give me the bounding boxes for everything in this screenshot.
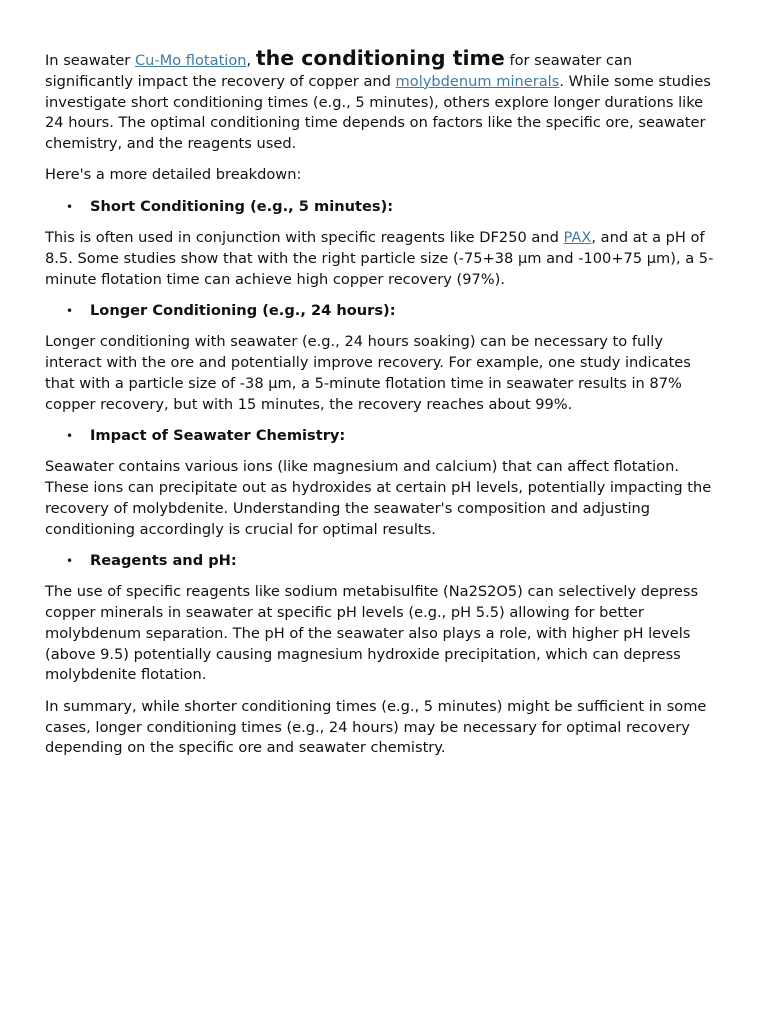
pax-link[interactable]: PAX [563, 229, 592, 247]
bullet-icon: • [66, 553, 74, 568]
intro-prefix: In seawater [45, 52, 135, 69]
bullet-icon: • [66, 199, 74, 214]
molybdenum-minerals-link[interactable]: molybdenum minerals [395, 72, 560, 90]
seawater-chemistry-list [45, 426, 723, 447]
summary-paragraph: In summary, while shorter conditioning times (e.g., 5 minutes) might be sufficient in some cases, longer conditioning times (e.g., 24 hours) may be necessary for optimal recovery depending on the specific ore and seawater chemistry. [45, 697, 707, 757]
long-conditioning-heading [66, 301, 723, 322]
cu-mo-flotation-link[interactable]: Cu-Mo flotation [134, 52, 247, 69]
short-conditioning-heading-text: Short Conditioning (e.g., 5 minutes): [90, 197, 394, 215]
seawater-chemistry-heading [66, 426, 723, 447]
long-conditioning-list [45, 301, 723, 322]
long-conditioning-paragraph: Longer conditioning with seawater (e.g., 24 hours soaking) can be necessary to fully interact with the ore and potentially improve recovery. For example, one study indicates that with a particle size of -38 µm, a 5-minute flotation time in seawater results in 87% copper recovery, but with 15 minutes, the recovery reaches about 99%. [45, 333, 691, 413]
conditioning-time-emphasis: the conditioning time [255, 46, 505, 70]
bullet-icon: • [66, 428, 74, 443]
breakdown-lead: Here's a more detailed breakdown: [45, 166, 302, 184]
reagents-ph-paragraph: The use of specific reagents like sodium metabisulfite (Na2S2O5) can selectively depress copper minerals in seawater at specific pH levels (e.g., pH 5.5) allowing for better molybdenum separation. The pH of the seawater also plays a role, with higher pH levels (above 9.5) potentially causing magnesium hydroxide precipitation, which can depress molybdenite flotation. [45, 583, 699, 684]
intro-comma: , [246, 52, 252, 69]
short-conditioning-heading [66, 197, 723, 218]
intro-suffix: . While some studies investigate short conditioning times (e.g., 5 minutes), others explore longer durations like 24 hours. The optimal conditioning time depends on factors like the specific ore, seawater chemistry, and the reagents used. [45, 72, 711, 153]
reagents-ph-heading-text: Reagents and pH: [90, 551, 237, 569]
seawater-chemistry-heading-text: Impact of Seawater Chemistry: [90, 426, 346, 444]
reagents-ph-list [45, 551, 723, 572]
intro-middle: for seawater can significantly impact the recovery of copper and [45, 52, 633, 90]
short-body-suffix: , and at a pH of 8.5. Some studies show that with the right particle size (-75+38 µm and -100+75 µm), a 5-minute flotation time can achieve high copper recovery (97%). [45, 229, 714, 288]
bullet-icon: • [66, 303, 74, 318]
short-conditioning-paragraph [45, 228, 723, 290]
reagents-ph-heading [66, 551, 723, 572]
seawater-chemistry-paragraph: Seawater contains various ions (like magnesium and calcium) that can affect flotation. These ions can precipitate out as hydroxides at certain pH levels, potentially impacting the recovery of molybdenite. Understanding the seawater's composition and adjusting conditioning accordingly is crucial for optimal results. [45, 458, 712, 538]
short-conditioning-list [45, 197, 723, 218]
long-conditioning-heading-text: Longer Conditioning (e.g., 24 hours): [90, 301, 396, 319]
short-body-prefix: This is often used in conjunction with specific reagents like DF250 and [45, 229, 564, 247]
intro-paragraph [45, 48, 723, 155]
